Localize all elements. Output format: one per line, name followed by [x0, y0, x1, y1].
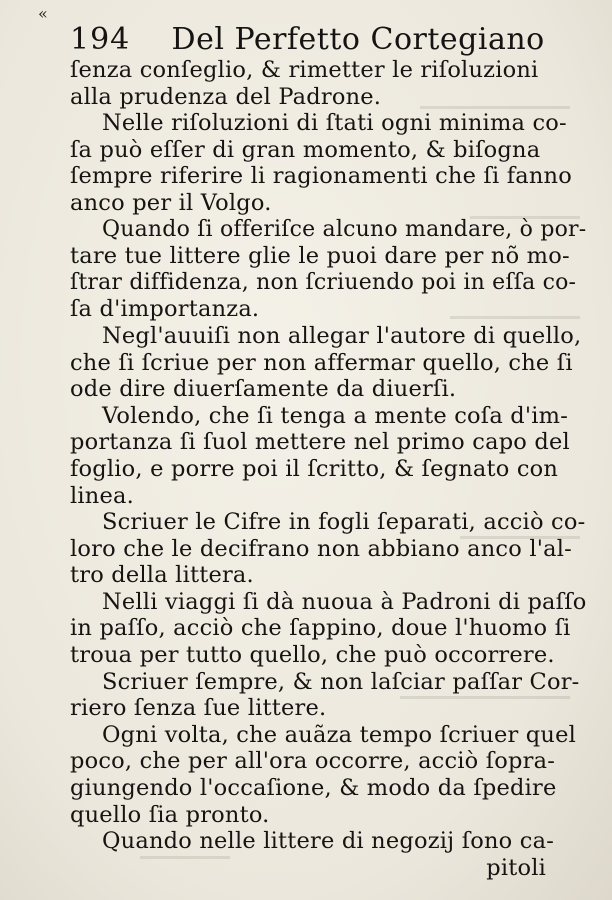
running-title: Del Perfetto Cortegiano — [171, 22, 545, 57]
text-line: che ſi ſcriue per non affermar quello, che ſi — [70, 349, 573, 376]
text-line: quello ſia pronto. — [70, 801, 270, 828]
text-line: riero ſenza ſue littere. — [70, 695, 327, 722]
text-line: poco, che per all'ora occorre, acciò ſopra- — [70, 748, 556, 775]
text-line: linea. — [70, 482, 134, 509]
text-line: Quando ſi offeriſce alcuno mandare, ò por- — [102, 216, 587, 242]
text-line: giungendo l'occaſione, & modo da ſpedire — [70, 775, 557, 802]
text-line: ſempre riferire li ragionamenti che ſi fanno — [70, 163, 572, 190]
text-line: troua per tutto quello, che può occorrere. — [70, 642, 555, 669]
text-line: ſenza conſeglio, & rimetter le riſoluzioni — [70, 57, 539, 83]
text-line: ode dire diuerſamente da diuerſi. — [70, 376, 457, 403]
text-line: Scriuer ſempre, & non laſciar paſſar Cor- — [102, 668, 580, 695]
text-line: pitoli — [486, 854, 546, 881]
text-line: foglio, e porre poi il ſcritto, & ſegnato con — [70, 455, 559, 482]
text-line: alla prudenza del Padrone. — [70, 83, 382, 110]
text-line: anco per il Volgo. — [70, 189, 272, 216]
page-number: 194 — [70, 22, 131, 57]
text-line: loro che le decifrano non abbiano anco l'al- — [70, 535, 572, 562]
text-line: Ogni volta, che auãza tempo ſcriuer quel — [102, 721, 576, 748]
text-line: Volendo, che ſi tenga a mente coſa d'im- — [102, 402, 569, 429]
text-line: in paſſo, acciò che ſappino, doue l'huomo ſi — [70, 615, 571, 642]
text-line: Nelle riſoluzioni di ſtati ogni minima co- — [102, 110, 567, 137]
text-line: ſtrar diffidenza, non ſcriuendo poi in eſſa co- — [70, 269, 577, 295]
text-line: Scriuer le Cifre in fogli ſeparati, acciò co- — [102, 509, 586, 536]
margin-mark: « — [38, 4, 48, 23]
text-line: portanza ſi ſuol mettere nel primo capo del — [70, 429, 570, 456]
text-line: tare tue littere glie le puoi dare per nõ mo- — [70, 243, 570, 270]
text-line: Quando nelle littere di negozij ſono ca- — [102, 828, 554, 855]
text-line: ſa d'importanza. — [70, 296, 260, 323]
text-line: tro della littera. — [70, 562, 254, 589]
page-header — [70, 20, 570, 60]
text-line: ſa può eſſer di gran momento, & biſogna — [70, 136, 541, 163]
text-line: Nelli viaggi ſi dà nuoua à Padroni di paſſo — [102, 588, 587, 615]
body-text — [70, 57, 586, 881]
text-line: Negl'auuiſi non allegar l'autore di quello, — [102, 322, 582, 349]
